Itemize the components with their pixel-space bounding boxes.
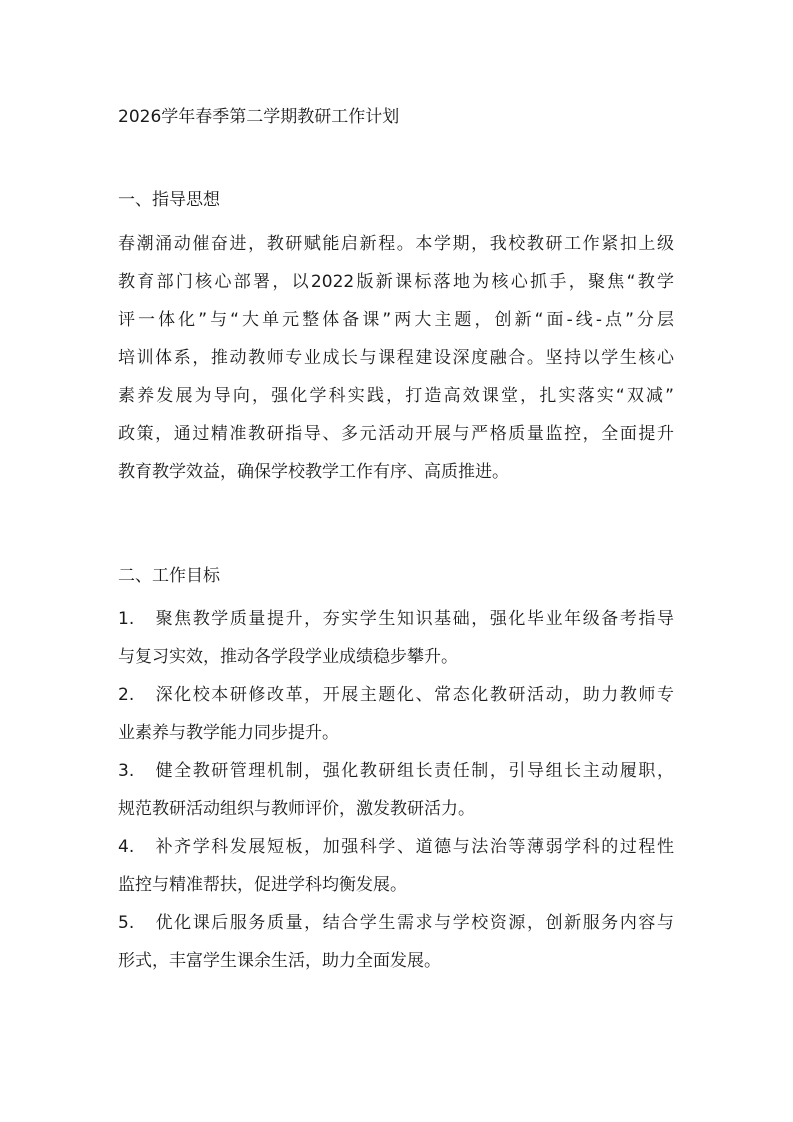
goal-text: 聚焦教学质量提升，夯实学生知识基础，强化毕业年级备考指导 — [154, 609, 674, 629]
section-heading-guiding-ideology: 一、指导思想 — [118, 190, 220, 210]
goal-item-5-continued: 形式，丰富学生课余生活，助力全面发展。 — [118, 951, 441, 971]
goal-item-4 — [118, 837, 674, 857]
paragraph-line: 评一体化”与“大单元整体备课”两大主题，创新“面-线-点”分层 — [118, 310, 674, 330]
paragraph-line: 政策，通过精准教研指导、多元活动开展与严格质量监控，全面提升 — [118, 424, 674, 444]
goal-item-4-continued: 监控与精准帮扶，促进学科均衡发展。 — [118, 875, 407, 895]
paragraph-line: 教育教学效益，确保学校教学工作有序、高质推进。 — [118, 462, 509, 482]
paragraph-line: 培训体系，推动教师专业成长与课程建设深度融合。坚持以学生核心 — [118, 348, 674, 368]
goal-item-3 — [118, 761, 674, 781]
goal-item-3-continued: 规范教研活动组织与教师评价，激发教研活力。 — [118, 799, 475, 819]
goal-number: 1. — [118, 609, 135, 629]
goal-item-1-continued: 与复习实效，推动各学段学业成绩稳步攀升。 — [118, 647, 458, 667]
goal-text: 补齐学科发展短板，加强科学、道德与法治等薄弱学科的过程性 — [154, 837, 674, 857]
goal-item-5 — [118, 913, 674, 933]
goal-text: 健全教研管理机制，强化教研组长责任制，引导组长主动履职， — [154, 761, 674, 781]
goal-item-2-continued: 业素养与教学能力同步提升。 — [118, 723, 339, 743]
goal-item-1 — [118, 609, 674, 629]
goal-text: 深化校本研修改革，开展主题化、常态化教研活动，助力教师专 — [154, 685, 674, 705]
goal-number: 4. — [118, 837, 135, 857]
goal-text: 优化课后服务质量，结合学生需求与学校资源，创新服务内容与 — [154, 913, 674, 933]
goal-number: 2. — [118, 685, 135, 705]
goal-number: 3. — [118, 761, 135, 781]
paragraph-line: 素养发展为导向，强化学科实践，打造高效课堂，扎实落实“双减” — [118, 386, 674, 406]
document-title: 2026学年春季第二学期教研工作计划 — [118, 107, 400, 127]
paragraph-line: 春潮涌动催奋进，教研赋能启新程。本学期，我校教研工作紧扣上级 — [118, 234, 674, 254]
goal-item-2 — [118, 685, 674, 705]
section-heading-work-goals: 二、工作目标 — [118, 566, 220, 586]
paragraph-line: 教育部门核心部署，以2022版新课标落地为核心抓手，聚焦“教学 — [118, 272, 674, 292]
goal-number: 5. — [118, 913, 135, 933]
